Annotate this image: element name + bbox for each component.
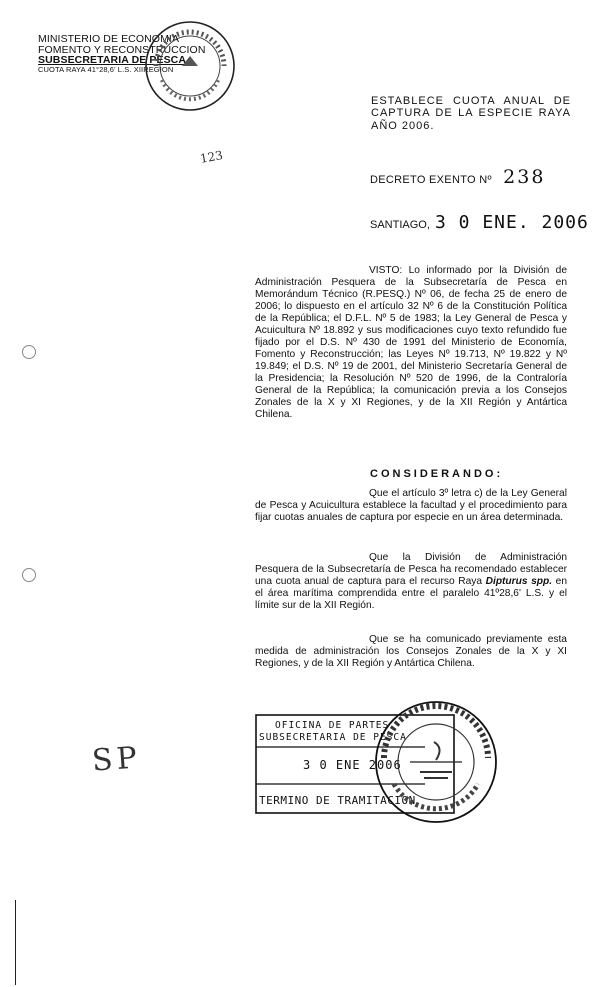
stamp-subsecretaria-line: SUBSECRETARIA DE PESCA [259, 732, 407, 743]
decree-number: 238 [503, 166, 546, 188]
considerando-heading: CONSIDERANDO: [370, 468, 504, 480]
considerando-2-text: Pesquera de la Subsecretaría de Pesca ha recomendado establecer una cuota anual de captura para el recurso Raya [255, 564, 567, 588]
stamp-date: 3 0 ENE 2006 [303, 758, 402, 772]
considerando-2 [255, 552, 567, 612]
handwritten-margin-mark: 123 [198, 148, 224, 166]
considerando-2-lead: Que la División de Administración [369, 552, 567, 563]
decree-date-line [370, 212, 589, 233]
species-name: Dipturus spp. [485, 576, 553, 588]
considerando-1-text: General de Pesca y Acuicultura establece la facultad y el procedimiento para fijar cuotas anuales de captura por especie en un área determinada. [255, 488, 567, 524]
margin-line [15, 900, 16, 985]
visto-paragraph [255, 265, 567, 421]
considerando-2-text-end: en el área marítima comprendida entre el paralelo 41º28,6' L.S. y el límite sur de la XII Región. [255, 576, 567, 612]
visto-text: Lo informado por la División de Administración Pesquera de la Subsecretaría de Pesca en Memorándum Técnico (R.PESQ.) Nº 06, de fecha 25 de enero de 2006; lo dispuesto en el artículo 32 Nº 6 de la Constitución Política de la República; el D.F.L. Nº 5 de 1983; la Ley General de Pesca y Acuicultura Nº 18.892 y sus modificaciones cuyo texto refundido fue fijado por el D.S. Nº 430 de 1991 del Ministerio de Economía, Fomento y Reconstrucción; las Leyes Nº 19.713, Nº 19.822 y Nº 19.849; el D.S. Nº 19 de 2001, del Ministerio Secretaría General de la Presidencia; la Resolución Nº 520 de 1996, de la Contraloría General de la República; la comunicación previa a los Consejos Zonales de la X y XI Regiones, y de la XII Región y Antártica Chilena. [255, 265, 567, 421]
stamp-office-line: OFICINA DE PARTES [275, 720, 390, 731]
considerando-1 [255, 488, 567, 524]
punch-hole-icon [22, 568, 36, 582]
decree-place: SANTIAGO, [370, 219, 430, 231]
considerando-3 [255, 634, 567, 670]
ministry-seal-icon [142, 18, 238, 114]
considerando-3-text: esta medida de administración los Consejos Zonales de la X y XI Regiones, y de la XII Región y Antártica Chilena. [255, 634, 567, 670]
decree-number-label: DECRETO EXENTO Nº [370, 174, 492, 186]
oficial-de-partes-seal-icon [372, 698, 500, 826]
considerando-3-lead: Que se ha comunicado previamente [369, 634, 543, 645]
considerando-1-lead: Que el artículo 3º letra c) de la Ley [369, 488, 528, 499]
ministry-name: MINISTERIO DE ECONOMIA [38, 33, 180, 45]
decree-subject: ESTABLECE CUOTA ANUAL DE CAPTURA DE LA ESPECIE RAYA AÑO 2006. [371, 95, 571, 132]
decree-date-stamp: 3 0 ENE. 2006 [434, 212, 589, 233]
handwritten-initials: SP [90, 740, 142, 779]
subsecretaria-name: SUBSECRETARIA DE PESCA [38, 54, 187, 66]
punch-hole-icon [22, 345, 36, 359]
stamp-status-line: TERMINO DE TRAMITACION [259, 794, 416, 807]
visto-lead: VISTO: [369, 265, 403, 276]
decree-number-line [370, 166, 545, 188]
reference-line: CUOTA RAYA 41°28,6' L.S. XIIREGION [38, 64, 174, 74]
ministry-subtitle: FOMENTO Y RECONSTRUCCION [38, 43, 206, 56]
